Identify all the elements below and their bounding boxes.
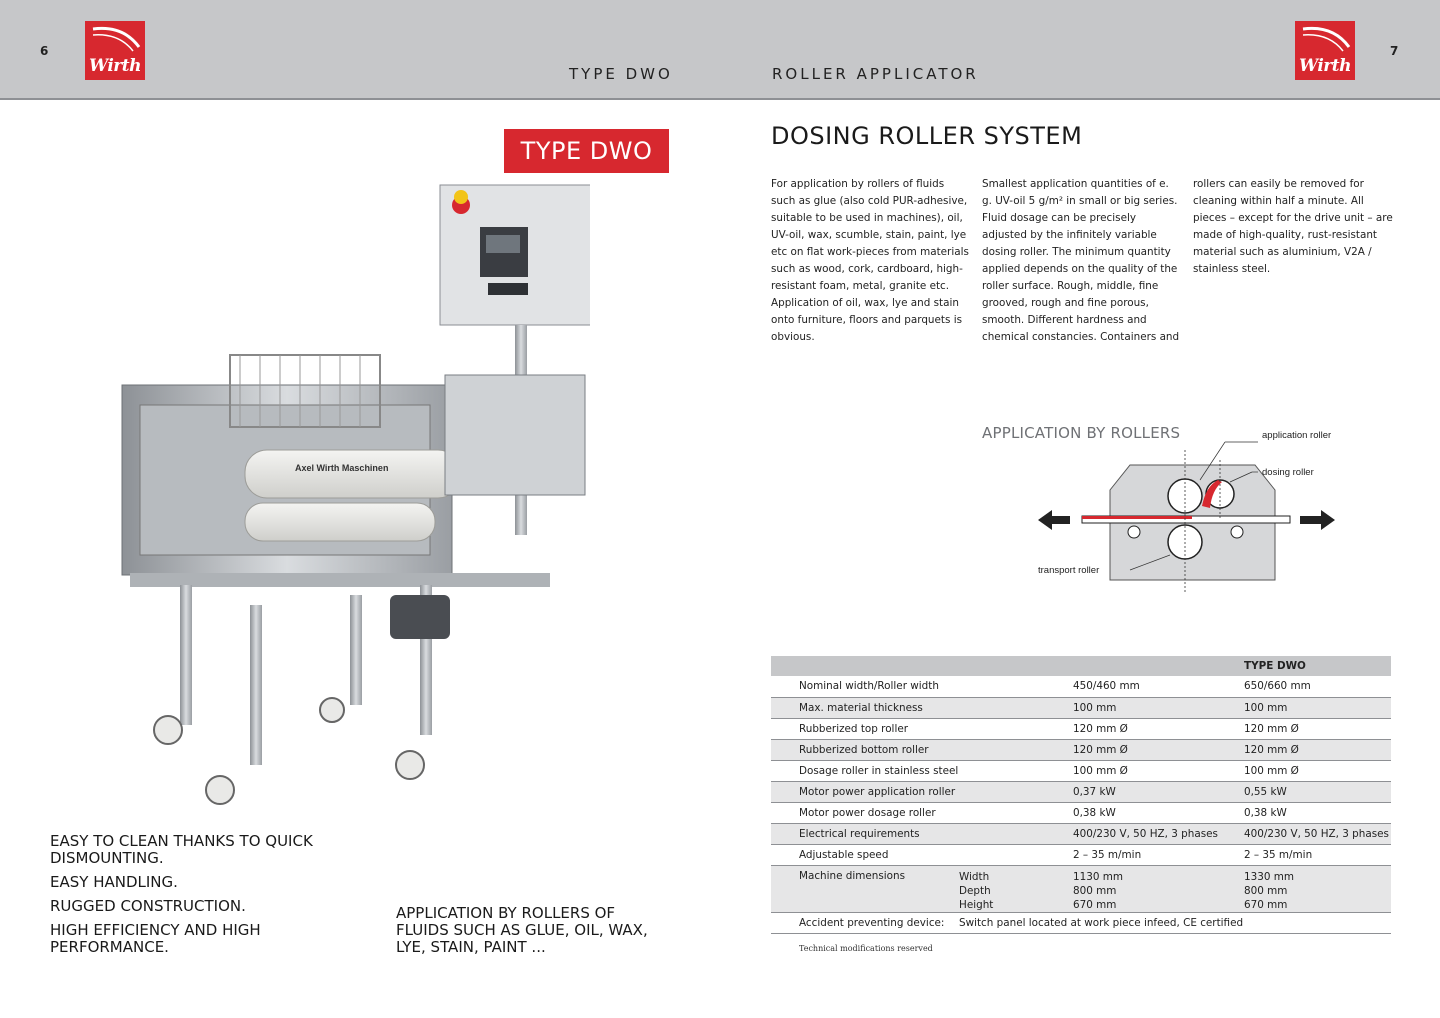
machine-photo [110, 175, 590, 805]
table-row-accident [771, 912, 1391, 933]
page-header [0, 0, 1440, 100]
row-sub [959, 802, 1073, 823]
table-row [771, 823, 1391, 844]
table-row [771, 844, 1391, 865]
dimension-sub-labels [959, 865, 1073, 912]
row-label: Machine dimensions [771, 865, 959, 912]
row-value-650: 2 – 35 m/min [1244, 844, 1391, 865]
dimension-values-450 [1073, 865, 1244, 912]
dimension-values-650 [1244, 865, 1391, 912]
machine-label: Axel Wirth Maschinen [295, 463, 389, 473]
body-column-3: rollers can easily be removed for cleaning within half a minute. All pieces – except for the drive unit – are made of high-quality, rust-resistant material such as aluminium, V2A / stainless steel. [1193, 178, 1393, 275]
table-row [771, 802, 1391, 823]
dimension-value: 1330 mm [1244, 870, 1294, 883]
table-header-type: TYPE DWO [1244, 656, 1391, 676]
table-row [771, 760, 1391, 781]
row-sub [959, 739, 1073, 760]
logo-text: Wirth [89, 56, 141, 76]
feature-item: HIGH EFFICIENCY AND HIGH PERFORMANCE. [50, 921, 261, 956]
table-row [771, 739, 1391, 760]
table-row [771, 718, 1391, 739]
section-title: DOSING ROLLER SYSTEM [771, 122, 1083, 150]
table-header-cell [959, 656, 1073, 676]
feature-item: EASY TO CLEAN THANKS TO QUICK DISMOUNTING. [50, 832, 313, 867]
footnote: Technical modifications reserved [799, 944, 933, 953]
row-value-650: 0,38 kW [1244, 802, 1391, 823]
row-value-450: 100 mm [1073, 697, 1244, 718]
row-sub [959, 697, 1073, 718]
row-value-650: 100 mm Ø [1244, 760, 1391, 781]
label-application-roller: application roller [1262, 430, 1332, 441]
dimension-sub: Width [959, 870, 990, 883]
table-row-dimensions [771, 865, 1391, 912]
row-sub [959, 676, 1073, 697]
row-label: Rubberized bottom roller [771, 739, 959, 760]
row-value-450: 400/230 V, 50 HZ, 3 phases [1073, 823, 1244, 844]
feature-list [50, 833, 350, 963]
row-label: Accident preventing device: [771, 912, 959, 933]
row-value-450: 2 – 35 m/min [1073, 844, 1244, 865]
row-value-650: 120 mm Ø [1244, 739, 1391, 760]
dimension-sub: Depth [959, 884, 991, 897]
dimension-value: 1130 mm [1073, 870, 1123, 883]
page-number-left: 6 [40, 44, 49, 58]
header-title-type: TYPE DWO [569, 65, 673, 83]
page-number-right: 7 [1390, 44, 1399, 58]
table-header-cell [771, 656, 959, 676]
row-sub [959, 823, 1073, 844]
header-title-product: ROLLER APPLICATOR [772, 65, 979, 83]
type-badge: TYPE DWO [504, 129, 669, 173]
dimension-sub: Height [959, 898, 994, 911]
diagram-title: APPLICATION BY ROLLERS [982, 424, 1181, 442]
table-row [771, 697, 1391, 718]
table-header-cell [1073, 656, 1244, 676]
row-value-650: 120 mm Ø [1244, 718, 1391, 739]
row-label: Nominal width/Roller width [771, 676, 959, 697]
accident-value: Switch panel located at work piece infeed, CE certified [959, 912, 1391, 933]
dimension-value: 800 mm [1073, 884, 1117, 897]
row-label: Dosage roller in stainless steel [771, 760, 959, 781]
row-value-450: 120 mm Ø [1073, 739, 1244, 760]
row-value-450: 120 mm Ø [1073, 718, 1244, 739]
feature-item: RUGGED CONSTRUCTION. [50, 897, 246, 915]
row-sub [959, 844, 1073, 865]
row-value-450: 0,38 kW [1073, 802, 1244, 823]
row-label: Max. material thickness [771, 697, 959, 718]
feature-item: EASY HANDLING. [50, 873, 178, 891]
row-sub [959, 718, 1073, 739]
logo-text: Wirth [1299, 56, 1351, 76]
body-column-2: Smallest application quantities of e. g. UV-oil 5 g/m² in small or big series. Fluid dosage can be precisely adjusted by the infinitely variable dosing roller. The minimum quantity applied depends on the quality of the roller surface. Rough, middle, fine grooved, rough and fine porous, smooth. Different hardness and chemical constancies. Containers and [982, 178, 1180, 343]
row-label: Rubberized top roller [771, 718, 959, 739]
row-value-650: 400/230 V, 50 HZ, 3 phases [1244, 823, 1391, 844]
wirth-logo-right [1295, 21, 1355, 80]
row-value-650: 0,55 kW [1244, 781, 1391, 802]
label-transport-roller: transport roller [1038, 565, 1100, 576]
label-dosing-roller: dosing roller [1262, 467, 1314, 478]
table-row [771, 781, 1391, 802]
row-label: Motor power application roller [771, 781, 959, 802]
row-sub [959, 781, 1073, 802]
dimension-value: 800 mm [1244, 884, 1288, 897]
row-value-650: 650/660 mm [1244, 676, 1391, 697]
row-value-450: 100 mm Ø [1073, 760, 1244, 781]
row-value-450: 450/460 mm [1073, 676, 1244, 697]
row-value-450: 0,37 kW [1073, 781, 1244, 802]
table-row [771, 676, 1391, 697]
row-label: Motor power dosage roller [771, 802, 959, 823]
row-label: Electrical requirements [771, 823, 959, 844]
application-summary: APPLICATION BY ROLLERS OF FLUIDS SUCH AS GLUE, OIL, WAX, LYE, STAIN, PAINT ... [396, 904, 648, 956]
dimension-value: 670 mm [1073, 898, 1117, 911]
wirth-logo-left [85, 21, 145, 80]
body-column-1: For application by rollers of fluids such as glue (also cold PUR-adhesive, suitable to be used in machines), oil, UV-oil, wax, scumble, stain, paint, lye etc on flat work-pieces from materials such as wood, cork, cardboard, high-resistant foam, metal, granite etc. Application of oil, wax, lye and stain onto furniture, floors and parquets is obvious. [771, 178, 969, 343]
table-header-row [771, 656, 1391, 676]
row-value-650: 100 mm [1244, 697, 1391, 718]
row-label: Adjustable speed [771, 844, 959, 865]
dimension-value: 670 mm [1244, 898, 1288, 911]
roller-diagram [1030, 420, 1410, 610]
spec-table [771, 656, 1391, 934]
row-sub [959, 760, 1073, 781]
